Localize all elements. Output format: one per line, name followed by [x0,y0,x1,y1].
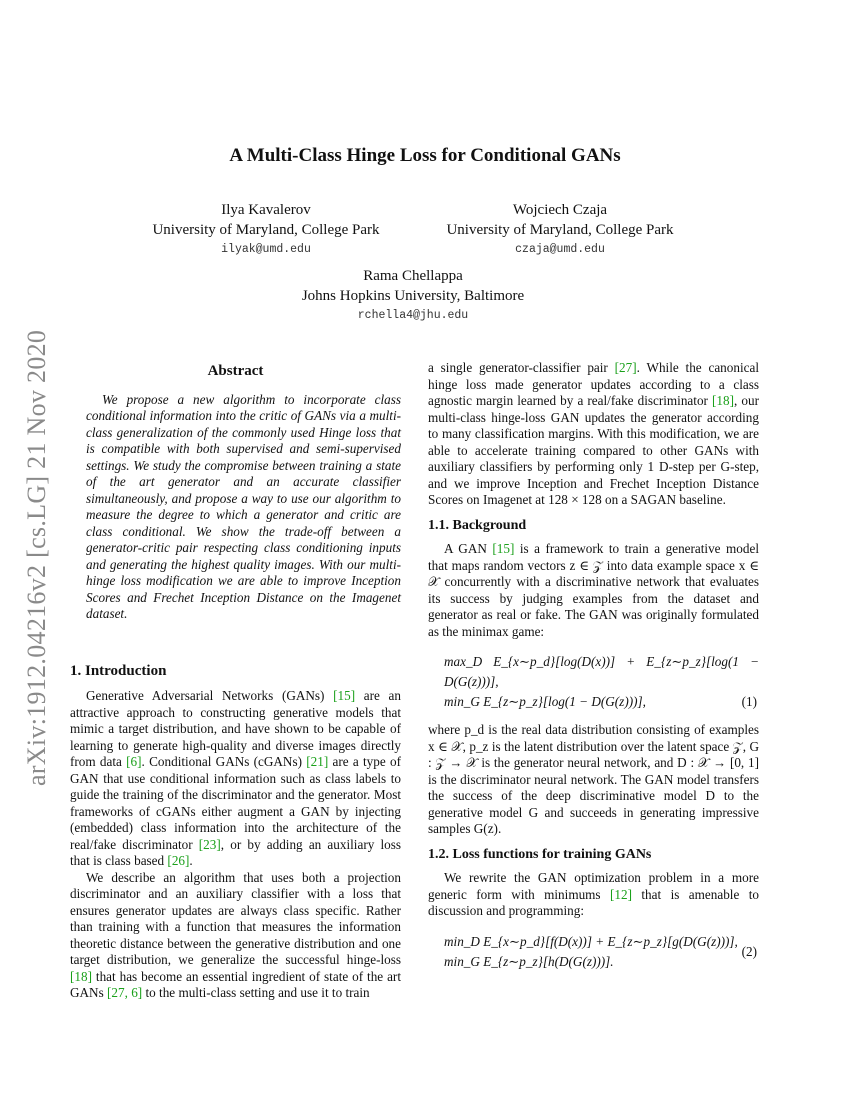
subsection-heading-loss-functions: 1.2. Loss functions for training GANs [428,846,652,862]
citation-link[interactable]: [23] [198,836,221,852]
equation-1 [428,652,759,712]
background-paragraph-after: where p_d is the real data distribution consisting of examples x ∈ 𝒳, p_z is the latent distribution over the latent space 𝒵, G : 𝒵 → 𝒳 is the generator neural network, and D : 𝒳 → [0, 1] is the discriminator neural network. The GAN model transfers the success of the deep discriminative model D to the generative model G and succeeds in generating impressive samples G(z). [428,722,759,836]
citation-link[interactable]: [27, [107,985,128,1000]
author-affiliation: University of Maryland, College Park [446,222,674,238]
citation-link[interactable]: [18] [712,393,735,408]
intro-paragraph-2: We describe an algorithm that uses both a projection discriminator and an auxiliary classifier with a loss that ensures generator updates are always class specific. Rather than training with a function that measures the information theoretic distance between the generative distribution and one target distribution, we generalize the successful hinge-loss [18] that has become an essential ingredient of state of the art GANs [27, 6] to the multi-class setting and use it to train [70,869,401,1000]
equation-line: min_D E_{x∼p_d}[f(D(x))] + E_{z∼p_z}[g(D(G(z)))], (2) [428,932,759,952]
subsection-heading-background: 1.1. Background [428,517,527,533]
author-name: Rama Chellappa [363,268,463,284]
abstract-heading: Abstract [207,363,264,379]
paper-title: A Multi-Class Hinge Loss for Conditional GANs [229,145,621,166]
intro-paragraph-continued: a single generator-classifier pair [27]. While the canonical hinge loss made generator updates according to a class agnostic margin learned by a real/fake discriminator [18], our multi-class hinge-loss GAN updates the generator according to many classification margins. With this modification, we are able to accelerate training compared to other GANs with auxiliary classifiers by performing only 1 D-step per G-step, and we improve Inception and Frechet Inception Distance Scores on Imagenet at 128 × 128 on a SAGAN baseline. [428,360,759,507]
equation-line: max_D E_{x∼p_d}[log(D(x))] + E_{z∼p_z}[log(1 − D(G(z)))], [444,654,759,689]
citation-link[interactable]: [27] [614,360,637,375]
citation-link[interactable]: [18] [70,968,92,984]
citation-link[interactable]: [12] [609,886,632,902]
equation-number: (2) [741,943,757,959]
left-column [70,360,401,1002]
loss-paragraph: We rewrite the GAN optimization problem in a more generic form with minimums [12] that is amenable to discussion and programming: [428,870,759,918]
author-name: Ilya Kavalerov [221,202,311,218]
citation-link[interactable]: [15] [333,688,356,703]
author-block [270,266,556,326]
equation-line: min_G E_{z∼p_z}[h(D(G(z)))]. [444,953,614,969]
citation-link[interactable]: [26] [167,853,190,868]
author-block [432,200,688,260]
equation-number: (1) [741,694,757,709]
author-email[interactable]: rchella4@jhu.edu [357,309,469,322]
author-affiliation: University of Maryland, College Park [152,222,380,238]
citation-link[interactable]: [6] [126,754,142,769]
author-affiliation: Johns Hopkins University, Baltimore [301,288,525,304]
citation-link[interactable]: [15] [492,541,515,556]
equation-2 [428,932,759,972]
section-heading-introduction: 1. Introduction [70,662,167,679]
equation-line: min_G E_{z∼p_z}[log(1 − D(G(z)))], (1) [428,692,759,712]
citation-link[interactable]: 6] [131,985,143,1000]
abstract-text: We propose a new algorithm to incorporate class conditional information into the critic of GANs via a multi-class generalization of the commonly used Hinge loss that is compatible with both supervised and semi-supervised settings. We study the compromise between training a state of the art generator and an accurate classifier simultaneously, and propose a way to use our algorithm to measure the degree to which a generator and critic are class conditional. We show the trade-off between a generator-critic pair respecting class conditioning inputs and generating the highest quality images. With our multi-hinge loss modification we are able to improve Inception Scores and Frechet Inception Distance on the Imagenet dataset. [86,391,401,621]
author-email[interactable]: ilyak@umd.edu [221,243,311,256]
author-email[interactable]: czaja@umd.edu [515,243,605,256]
author-block [140,200,392,260]
citation-link[interactable]: [21] [306,754,329,769]
arxiv-side-stamp: arXiv:1912.04216v2 [cs.LG] 21 Nov 2020 [22,329,51,786]
author-name: Wojciech Czaja [512,202,608,218]
intro-paragraph-1: Generative Adversarial Networks (GANs) [15] are an attractive approach to constructing generative models that mimic a target distribution, and have shown to be capable of learning to generate high-quality and diverse images directly from data [6]. Conditional GANs (cGANs) [21] are a type of GAN that use conditional information such as class labels to guide the training of the discriminator and the generator. Most frameworks of cGANs either augment a GAN by injecting (embedded) class information into the architecture of the real/fake discriminator [23], or by adding an auxiliary loss that is class based [26]. [70,688,401,868]
right-column [428,360,759,982]
background-paragraph: A GAN [15] is a framework to train a generative model that maps random vectors z ∈ 𝒵 into data example space x ∈ 𝒳 concurrently with a discriminative network that evaluates its success by judging examples from the dataset and generator as real or fake. The GAN was originally formulated as the minimax game: [428,541,759,639]
